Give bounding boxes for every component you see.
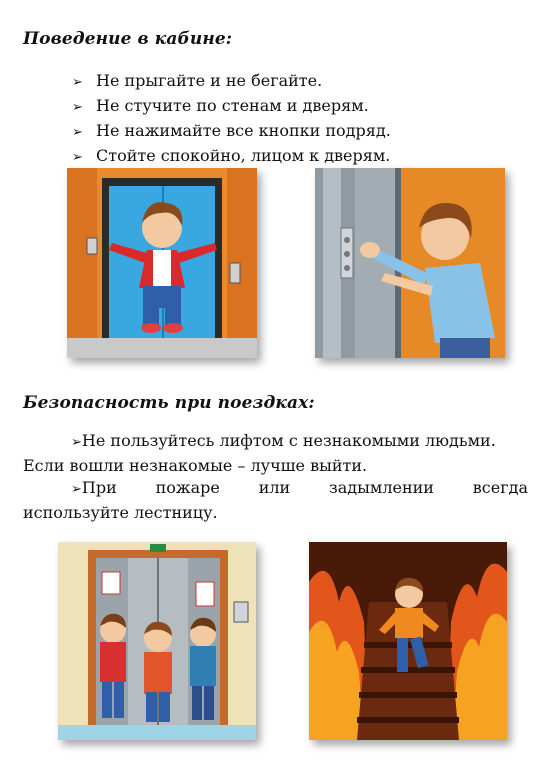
boy-jumping-in-elevator-illustration xyxy=(67,168,257,358)
section-title-ride-safety: Безопасность при поездках: xyxy=(23,393,315,413)
children-in-elevator-illustration xyxy=(58,542,256,740)
behavior-rules-list xyxy=(72,69,391,169)
arrow-bullet-icon: ➢ xyxy=(72,100,83,115)
list-item: ➢ Стойте спокойно, лицом к дверям. xyxy=(72,144,391,169)
arrow-bullet-icon: ➢ xyxy=(72,150,83,165)
rule-fire-stairs: ➢При пожаре или задымлении всегда используйте лестницу. xyxy=(23,478,528,522)
arrow-bullet-icon: ➢ xyxy=(71,482,82,497)
arrow-bullet-icon: ➢ xyxy=(72,125,83,140)
list-item: ➢ Не стучите по стенам и дверям. xyxy=(72,94,391,119)
rule-strangers: ➢Не пользуйтесь лифтом с незнакомыми людьми. Если вошли незнакомые – лучше выйти. xyxy=(23,431,496,475)
boy-pressing-elevator-door-illustration xyxy=(315,168,505,358)
section-title-cabin-behavior: Поведение в кабине: xyxy=(23,29,233,49)
arrow-bullet-icon: ➢ xyxy=(72,75,83,90)
list-item: ➢ Не нажимайте все кнопки подряд. xyxy=(72,119,391,144)
list-item: ➢ Не прыгайте и не бегайте. xyxy=(72,69,391,94)
boy-escaping-fire-on-stairs-illustration xyxy=(309,542,507,740)
arrow-bullet-icon: ➢ xyxy=(71,435,82,450)
